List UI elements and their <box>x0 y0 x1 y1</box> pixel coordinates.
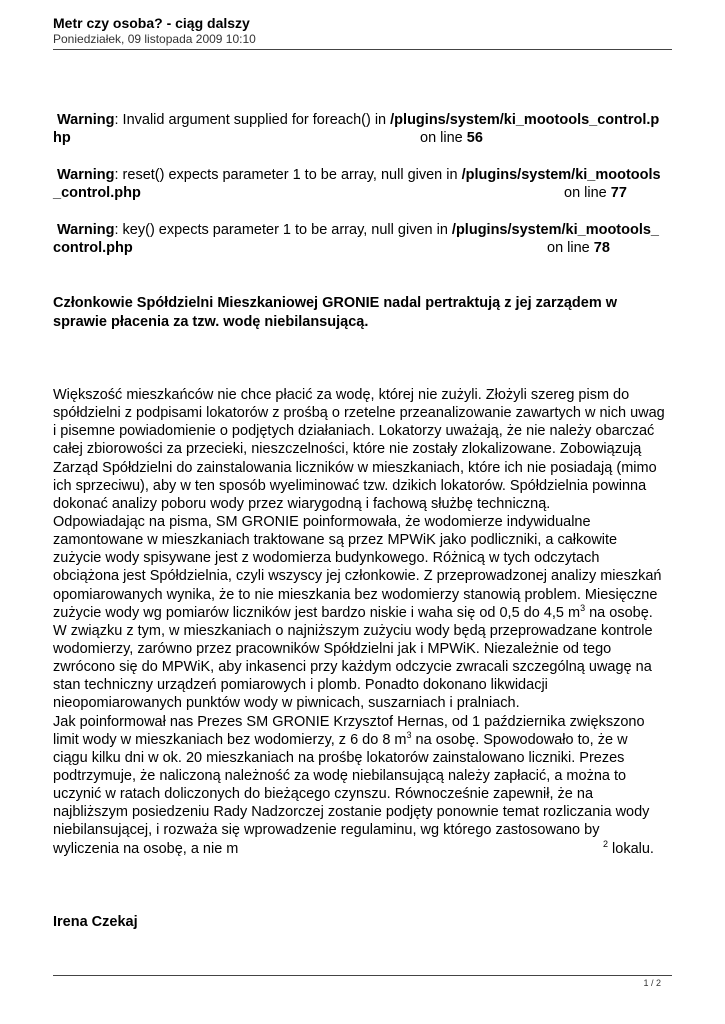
superscript: 2 <box>603 838 609 849</box>
body-line: niebilansującej, i rozważa się wprowadzenie regulaminu, wg którego zastosowano by <box>53 822 600 839</box>
superscript: 3 <box>580 602 586 613</box>
article-body <box>53 386 678 858</box>
body-line: Większość mieszkańców nie chce płacić za wodę, której nie zużyli. Złożyli szereg pism do <box>53 387 630 403</box>
body-line: limit wody w mieszkaniach bez wodomierzy, z 6 do 8 $m^3$ na osobę. Spowodowało to, że w <box>53 729 628 748</box>
body-line: całej zbiorowości za przecieki, nieszczelności, które nie zostały zlokalizowane. Zobowiązują <box>53 441 642 458</box>
warning-path-cont: _control.php <box>53 185 141 201</box>
body-line: uczynić w ratach doliczonych do bieżącego czynszu. Równocześnie zapewnił, że na <box>53 786 594 803</box>
warning-line <box>53 129 673 147</box>
body-line: ciągu kilku dni w ok. 20 mieszkaniach na prośbę lokatorów zainstalowano liczniki. Prezes <box>53 749 625 766</box>
body-line: wyliczenia na osobę, a nie m $^2$ lokalu. <box>53 838 654 857</box>
article-author: Irena Czekaj <box>53 914 138 930</box>
warning-label: Warning <box>57 167 115 183</box>
warning-label: Warning <box>57 112 115 128</box>
article-lead <box>53 294 673 332</box>
warning-message: : Invalid argument supplied for foreach() in <box>114 112 391 128</box>
body-line: spółdzielni z podpisami lokatorów z prośbą o rzetelne przeanalizowanie zawartych w nich uwag <box>53 405 665 422</box>
document-title: Metr czy osoba? - ciąg dalszy <box>53 15 250 31</box>
body-line: dokonać analizy poboru wody przez wiarygodną i fachową służbę techniczną. <box>53 495 551 512</box>
warning-path: /plugins/system/ki_mootools_ <box>451 222 659 238</box>
warning-path-cont: hp <box>53 130 71 146</box>
warning-message: : key() expects parameter 1 to be array, null given in <box>114 222 452 238</box>
page-number: 1 / 2 <box>643 978 661 988</box>
warning-line-number: 78 <box>593 240 610 256</box>
body-line: nieopomiarowanych punktów wody w piwnicach, suszarniach i pralniach. <box>53 695 520 712</box>
body-line: i pisemne powiadomienie o podjętych działaniach. Lokatorzy uważają, że nie należy obarczać <box>53 423 655 440</box>
body-line: W związku z tym, w mieszkaniach o najniższym zużyciu wody będą przeprowadzane kontrole <box>53 622 653 639</box>
warning-line <box>53 111 673 129</box>
php-warning-1 <box>53 111 673 147</box>
php-warning-3 <box>53 221 673 257</box>
body-line: podtrzymuje, że naliczoną należność za wodę niebilansującą należy zapłacić, a można to <box>53 767 627 784</box>
body-line: Zarząd Spółdzielni do zainstalowania liczników w mieszkaniach, które ich nie posiadają (mimo <box>53 459 657 476</box>
lead-line: Członkowie Spółdzielni Mieszkaniowej GRONIE nadal pertraktują z jej zarządem w <box>53 295 618 311</box>
body-line: najbliższym posiedzeniu Rady Nadzorczej zostanie podjęty ponownie temat rozliczania wody <box>53 804 650 821</box>
warning-label: Warning <box>57 222 115 238</box>
warning-line-number: 56 <box>466 130 483 146</box>
body-line: stan techniczny urządzeń pomiarowych i plomb. Ponadto dokonano likwidacji <box>53 677 548 694</box>
warning-on-line: on line 56 <box>420 130 483 146</box>
warning-message: : reset() expects parameter 1 to be array, null given in <box>114 167 462 183</box>
body-line: zużycie wody wg pomiarów liczników jest bardzo niskie i waha się od 0,5 do 4,5 $m^3$ na osobę. <box>53 602 653 621</box>
body-line: obciążona jest Spółdzielnia, czyli wszyscy jej członkowie. Z przeprowadzonej analizy mieszkań <box>53 568 662 585</box>
body-line: zamontowane w mieszkaniach traktowane są przez MPWiK jako podliczniki, a całkowite <box>53 532 618 549</box>
warning-on-line: on line 77 <box>564 185 627 201</box>
warning-line <box>53 166 673 184</box>
warning-on-line: on line 78 <box>547 240 610 256</box>
body-line: zwrócono się do MPWiK, aby inkasenci przy każdym odczycie zwracali szczególną uwagę na <box>53 659 652 676</box>
body-line: Jak poinformował nas Prezes SM GRONIE Krzysztof Hernas, od 1 października zwiększono <box>53 713 645 730</box>
warning-path-cont: control.php <box>53 240 133 256</box>
body-line: ich sprzeciwu), aby w ten sposób wyeliminować tzw. dzikich lokatorów. Spółdzielnia powinna <box>53 477 647 494</box>
php-warning-2 <box>53 166 673 202</box>
warning-line-number: 77 <box>610 185 627 201</box>
body-line: opomiarowanych wynika, że to nie mieszkania bez wodomierzy stanowią problem. Miesięczne <box>53 586 658 603</box>
body-line: Odpowiadając na pisma, SM GRONIE poinformowała, że wodomierze indywidualne <box>53 513 591 530</box>
header-divider <box>53 49 672 50</box>
footer-divider <box>53 975 672 976</box>
warning-path: /plugins/system/ki_mootools <box>461 167 661 183</box>
document-date: Poniedziałek, 09 listopada 2009 10:10 <box>53 32 256 46</box>
body-line: zużycie wody spisywane jest z wodomierza budynkowego. Różnicą w tych odczytach <box>53 550 600 567</box>
warning-line <box>53 221 673 239</box>
lead-line: sprawie płacenia za tzw. wodę niebilansującą. <box>53 314 369 330</box>
body-line: wodomierzy, zarówno przez pracowników Spółdzielni jak i MPWiK. Niezależnie od tego <box>53 640 612 657</box>
superscript: 3 <box>406 729 412 740</box>
warning-path: /plugins/system/ki_mootools_control.p <box>390 112 660 128</box>
